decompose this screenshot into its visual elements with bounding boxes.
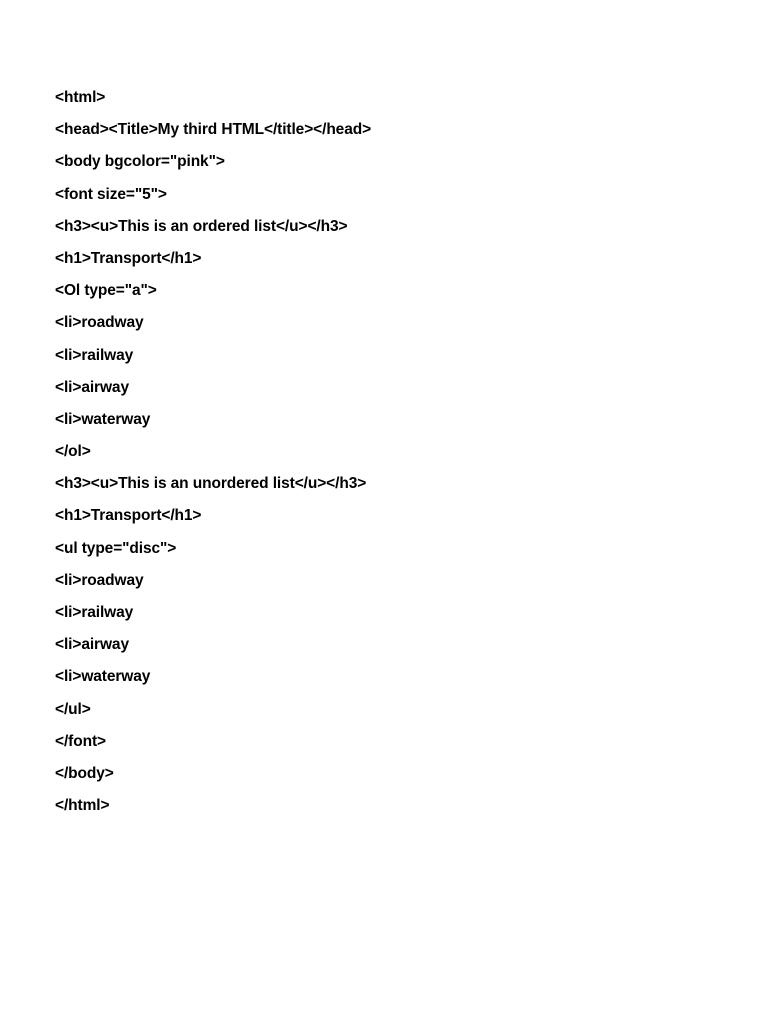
code-line: <li>railway xyxy=(55,604,134,621)
code-line: <h1>Transport</h1> xyxy=(55,507,202,525)
code-line: <Ol type="a"> xyxy=(55,282,157,300)
code-line: <li>roadway xyxy=(55,314,144,332)
code-line: <li>roadway xyxy=(55,571,144,589)
code-line: <h1>Transport</h1> xyxy=(55,249,202,267)
code-line: <li>waterway xyxy=(55,410,151,428)
code-line: <li>waterway xyxy=(55,668,151,686)
code-line: </font> xyxy=(55,732,106,750)
code-listing xyxy=(55,86,371,826)
code-line: </html> xyxy=(55,797,110,815)
code-line: </body> xyxy=(55,764,114,782)
code-line: <li>railway xyxy=(55,346,134,364)
code-line: <html> xyxy=(55,89,106,106)
code-line: <h3><u>This is an ordered list</u></h3> xyxy=(55,217,348,235)
code-line: <li>airway xyxy=(55,378,129,396)
code-line: <ul type="disc"> xyxy=(55,539,177,557)
code-line: </ol> xyxy=(55,443,91,461)
code-line: <li>airway xyxy=(55,636,129,654)
code-line: <font size="5"> xyxy=(55,185,167,203)
code-line: <head><Title>My third HTML</title></head> xyxy=(55,121,372,139)
code-line: <h3><u>This is an unordered list</u></h3> xyxy=(55,475,367,493)
code-line: <body bgcolor="pink"> xyxy=(55,153,225,171)
code-line: </ul> xyxy=(55,700,91,718)
